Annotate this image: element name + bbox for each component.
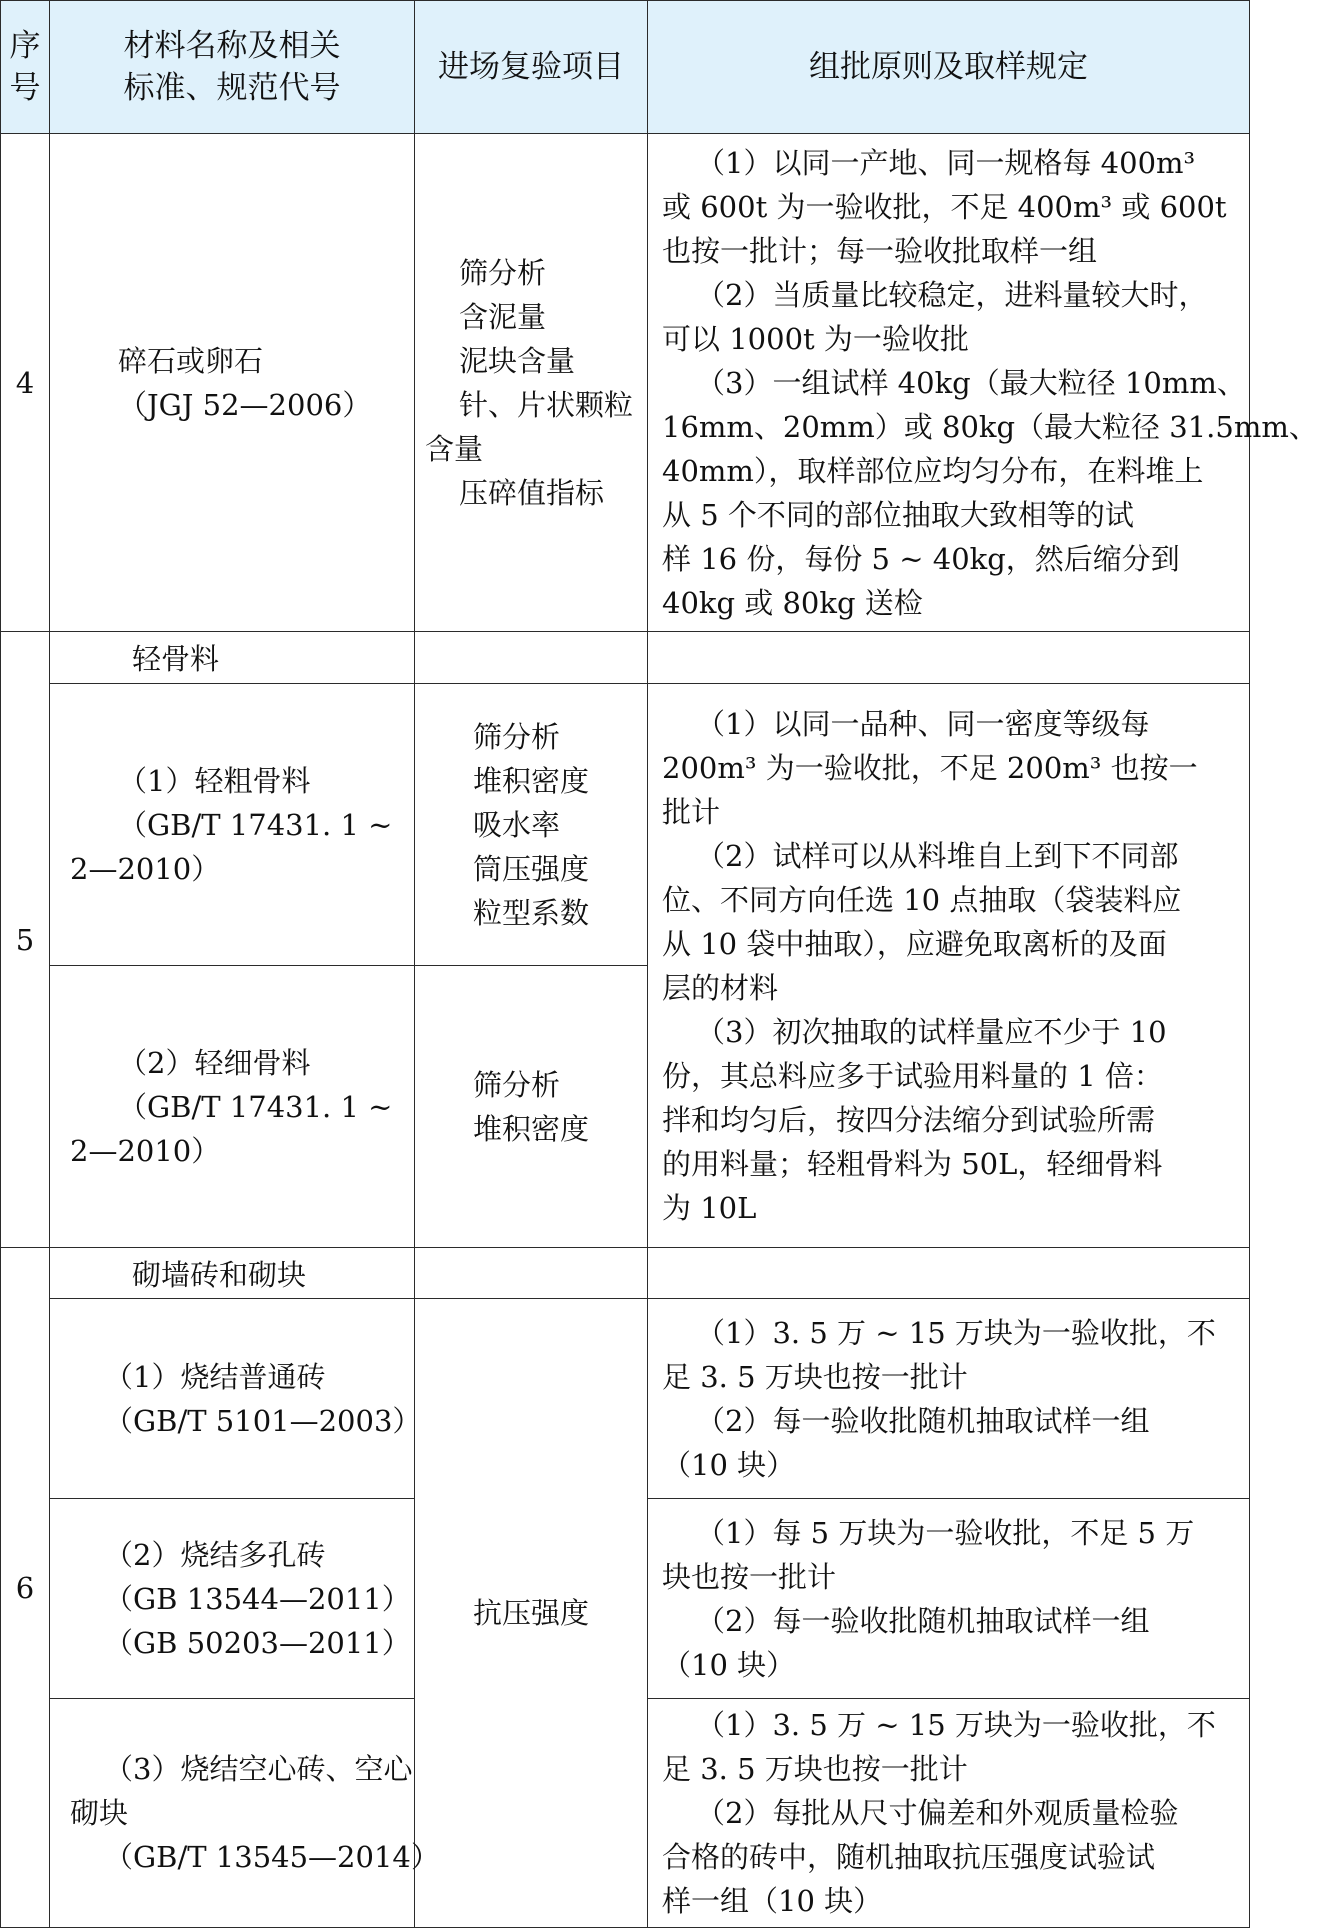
empty-cell — [415, 1248, 648, 1299]
empty-cell — [648, 632, 1250, 684]
material-name: （1）轻粗骨料 （GB/T 17431. 1 ~ 2—2010） — [50, 684, 415, 966]
material-name: （2）轻细骨料 （GB/T 17431. 1 ~ 2—2010） — [50, 966, 415, 1248]
header-material: 材料名称及相关 标准、规范代号 — [50, 1, 415, 134]
empty-cell — [648, 1248, 1250, 1299]
empty-cell — [415, 632, 648, 684]
row-number: 6 — [1, 1248, 50, 1928]
header-tests: 进场复验项目 — [415, 1, 648, 134]
row-number: 5 — [1, 632, 50, 1248]
table-row — [1, 134, 1250, 632]
table-row — [1, 684, 1250, 966]
category-label: 轻骨料 — [50, 632, 415, 684]
retest-items: 筛分析 堆积密度 — [415, 966, 648, 1248]
header-rules: 组批原则及取样规定 — [648, 1, 1250, 134]
sampling-rules: （1）以同一产地、同一规格每 400m³ 或 600t 为一验收批，不足 400m³ 或 600t 也按一批计；每一验收批取样一组 （2）当质量比较稳定，进料量较大时， 可以 1000t 为一验收批 （3）一组试样 40kg（最大粒径 10mm、 16mm、20mm）或 80kg（最大粒径 31.5mm、 40mm），取样部位应均匀分布，在料堆上 从 5 个不同的部位抽取大致相等的试 样 16 份，每份 5 ~ 40kg，然后缩分到 40kg 或 80kg 送检 — [648, 134, 1250, 632]
sampling-rules: （1）3. 5 万 ~ 15 万块为一验收批，不 足 3. 5 万块也按一批计 （2）每一验收批随机抽取试样一组 （10 块） — [648, 1299, 1250, 1499]
table-row — [1, 632, 1250, 684]
retest-items: 筛分析 含泥量 泥块含量 针、片状颗粒 含量 压碎值指标 — [415, 134, 648, 632]
retest-items: 抗压强度 — [415, 1299, 648, 1928]
category-label: 砌墙砖和砌块 — [50, 1248, 415, 1299]
retest-items: 筛分析 堆积密度 吸水率 筒压强度 粒型系数 — [415, 684, 648, 966]
table-header-row — [1, 1, 1250, 134]
sampling-rules: （1）每 5 万块为一验收批，不足 5 万 块也按一批计 （2）每一验收批随机抽取试样一组 （10 块） — [648, 1499, 1250, 1699]
material-name: （3）烧结空心砖、空心 砌块 （GB/T 13545—2014） — [50, 1699, 415, 1928]
sampling-rules: （1）以同一品种、同一密度等级每 200m³ 为一验收批，不足 200m³ 也按一 批计 （2）试样可以从料堆自上到下不同部 位、不同方向任选 10 点抽取（袋装料应 从 10 袋中抽取），应避免取离析的及面 层的材料 （3）初次抽取的试样量应不少于 10 份，其总料应多于试验用料量的 1 倍： 拌和均匀后，按四分法缩分到试验所需 的用料量；轻粗骨料为 50L，轻细骨料 为 10L — [648, 684, 1250, 1248]
material-name: 碎石或卵石 （JGJ 52—2006） — [50, 134, 415, 632]
header-no: 序 号 — [1, 1, 50, 134]
row-number: 4 — [1, 134, 50, 632]
material-name: （2）烧结多孔砖 （GB 13544—2011） （GB 50203—2011） — [50, 1499, 415, 1699]
material-name: （1）烧结普通砖 （GB/T 5101—2003） — [50, 1299, 415, 1499]
sampling-rules: （1）3. 5 万 ~ 15 万块为一验收批，不 足 3. 5 万块也按一批计 （2）每批从尺寸偏差和外观质量检验 合格的砖中，随机抽取抗压强度试验试 样一组（10 块） — [648, 1699, 1250, 1928]
table-row — [1, 1299, 1250, 1499]
table-row — [1, 1248, 1250, 1299]
